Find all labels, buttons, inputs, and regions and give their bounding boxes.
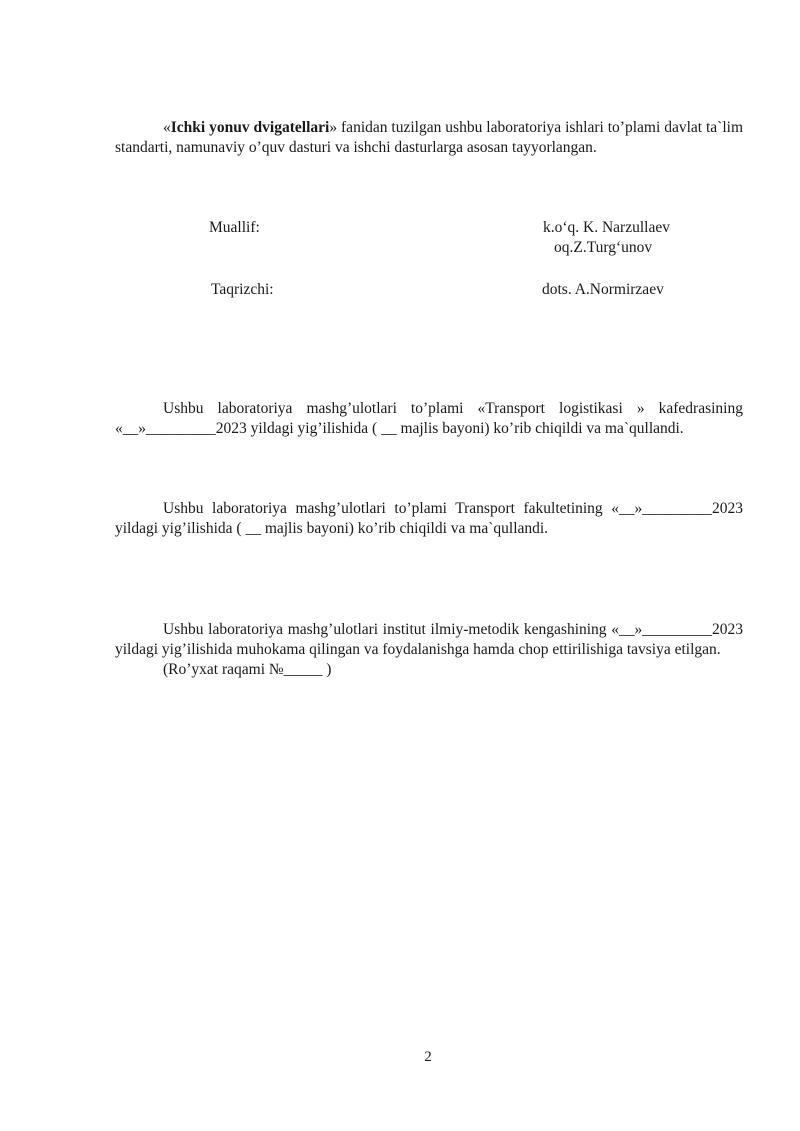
council-approval-paragraph	[115, 620, 743, 660]
faculty-approval-paragraph	[115, 499, 743, 539]
council-approval-text: Ushbu laboratoriya mashg’ulotlari institut ilmiy-metodik kengashining «__»_________2023 yildagi yig’ilishida muhokama qilingan va foydalanishga hamda chop ettirilishiga tavsiya etilgan.	[115, 621, 743, 658]
reviewer-label: Taqrizchi:	[211, 281, 274, 298]
registration-number: (Ro’yxat raqami №_____ )	[163, 661, 332, 678]
faculty-approval-text: Ushbu laboratoriya mashg’ulotlari to’plami Transport fakultetining «__»_________2023 yildagi yig’ilishida ( __ majlis bayoni) ko’rib chiqildi va ma`qullandi.	[115, 500, 743, 537]
department-approval-paragraph	[115, 399, 743, 439]
department-approval-text: Ushbu laboratoriya mashg’ulotlari to’plami «Transport logistikasi » kafedrasining «__»_________2023 yildagi yig’ilishida ( __ majlis bayoni) ko’rib chiqildi va ma`qullandi.	[115, 400, 743, 437]
page-number: 2	[424, 1049, 432, 1065]
intro-text: » fanidan tuzilgan ushbu laboratoriya ishlari to’plami davlat ta`lim standarti, namunaviy o’quv dasturi va ishchi dasturlarga asosan tayyorlangan.	[115, 119, 744, 156]
intro-paragraph	[115, 118, 743, 158]
author-name-2: oq.Z.Turg‘unov	[554, 239, 653, 256]
author-names	[543, 218, 670, 258]
author-name-1: k.o‘q. K. Narzullaev	[543, 219, 670, 236]
author-label: Muallif:	[209, 219, 260, 236]
intro-open-quote: «	[163, 119, 171, 136]
subject-title: Ichki yonuv dvigatellari	[170, 119, 330, 136]
reviewer-name: dots. A.Normirzaev	[542, 281, 664, 298]
